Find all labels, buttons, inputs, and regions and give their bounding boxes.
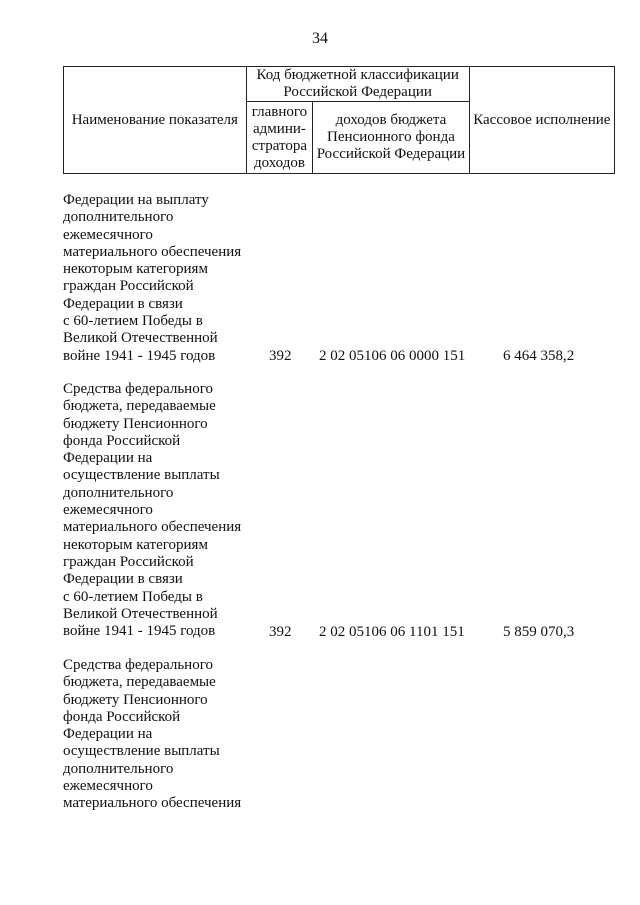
page-number: 34 [312, 30, 328, 47]
header-income-column: доходов бюджета Пенсионного фонда Российской Федерации [313, 102, 469, 174]
header-admin-column: главного админи-стратора доходов [246, 102, 313, 174]
header-execution-column: Кассовое исполнение [469, 67, 614, 174]
table-header [63, 66, 615, 174]
row-2-text: Средства федерального бюджета, передаваемые бюджету Пенсионного фонда Российской Федерации на осуществление выплаты дополнительного ежемесячного материального обеспечения некоторым категориям граждан Российской Федерации в связи с 60-летием Победы в Великой Отечественной войне 1941 - 1945 годов [63, 381, 242, 640]
row-2-income-code: 2 02 05106 06 1101 151 [319, 624, 465, 640]
row-1-text: Федерации на выплату дополнительного ежемесячного материального обеспечения некоторым категориям граждан Российской Федерации в связи с 60-летием Победы в Великой Отечественной войне 1941 - 1945 годов [63, 192, 242, 364]
row-2-amount: 5 859 070,3 [503, 624, 575, 640]
header-name-column: Наименование показателя [64, 67, 247, 174]
row-1-income-code: 2 02 05106 06 0000 151 [319, 348, 466, 364]
header-code-group: Код бюджетной классификации Российской Федерации [246, 67, 469, 102]
row-3-text: Средства федерального бюджета, передаваемые бюджету Пенсионного фонда Российской Федерации на осуществление выплаты дополнительного ежемесячного материального обеспечения [63, 657, 242, 812]
row-1-amount: 6 464 358,2 [503, 348, 575, 364]
row-2-admin-code: 392 [269, 624, 292, 640]
row-1-admin-code: 392 [269, 348, 292, 364]
